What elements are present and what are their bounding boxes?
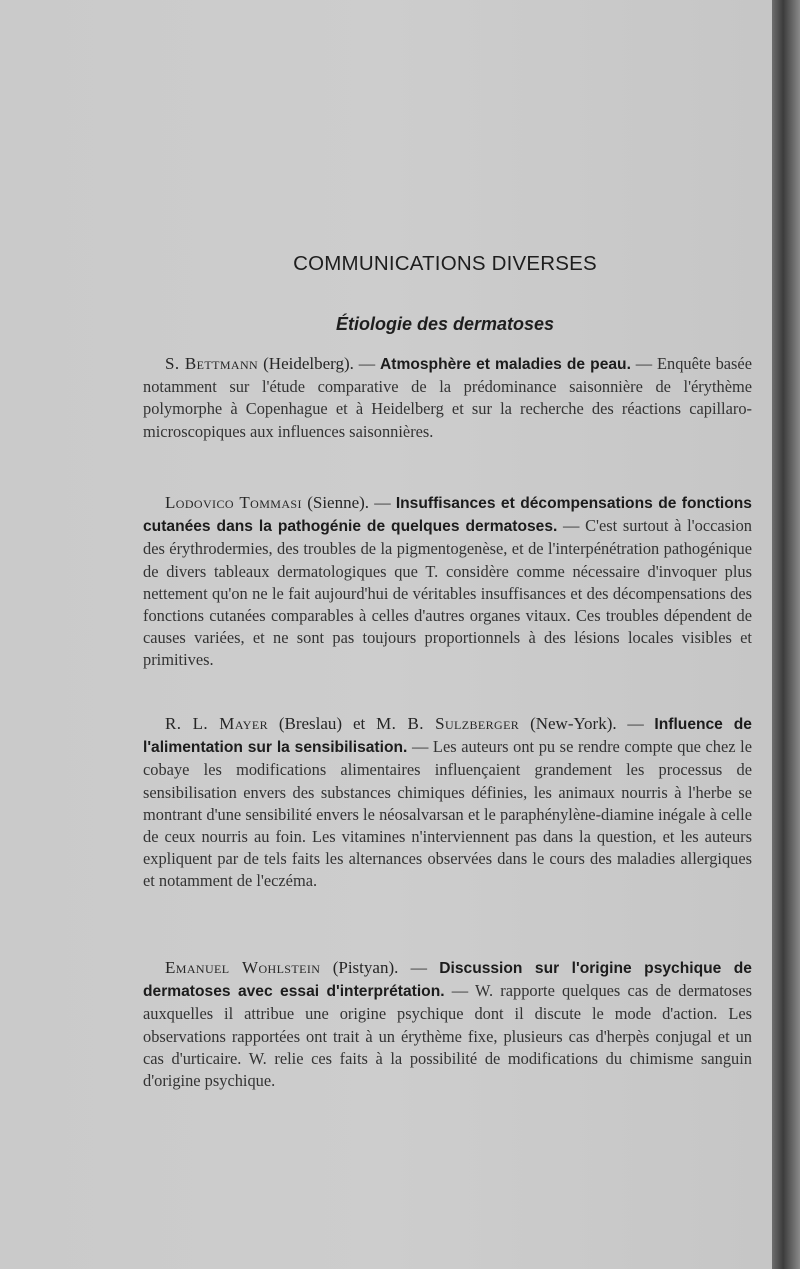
author-city: (New-York). bbox=[530, 714, 617, 733]
communication-entry-mayer-sulzberger bbox=[143, 713, 752, 893]
communication-body: — W. rapporte quelques cas de dermatoses auxquelles il attribue une origine psychique dont il discute le mode d'action. Les observations rapportées ont trait à un érythème fixe, plusieurs cas d'herpès conjugal et un cas d'urticaire. W. relie ces faits à la possibilité de modifications du chimisme sanguin d'origine psychique. bbox=[143, 981, 752, 1091]
communication-entry-wohlstein bbox=[143, 957, 752, 1092]
section-subtitle: Étiologie des dermatoses bbox=[335, 314, 555, 334]
communication-heading: Influence de l'alimentation sur la sensibilisation. bbox=[143, 716, 752, 757]
author-connector: et bbox=[352, 714, 366, 733]
author-city: (Pistyan). bbox=[332, 958, 399, 977]
author-name: M. B. Sulzberger bbox=[376, 714, 520, 733]
dash: — bbox=[374, 493, 391, 512]
book-spine-shadow bbox=[772, 0, 800, 1269]
author-city: (Heidelberg). bbox=[263, 354, 354, 373]
communication-body: — Enquête basée notamment sur l'étude comparative de la prédominance saisonnière de l'érythème polymorphe à Copenhague et à Heidelberg et sur la recherche des réactions capillaro-microscopiques aux influences saisonnières. bbox=[143, 354, 752, 441]
dash: — bbox=[410, 958, 427, 977]
communication-body: — C'est surtout à l'occasion des érythrodermies, des troubles de la pigmentogenèse, et de l'interpénétration pathogénique de divers tableaux dermatologiques que T. considère comme nécessaire d'invoquer plus nettement qu'on ne le fait aujourd'hui de véritables insuffisances et des décompensations des fonctions cutanées comparables à celles d'autres organes vitaux. Ces troubles dépendent de causes variées, et ne sont pas toujours proportionnels à des lésions locales visibles et primitives. bbox=[143, 516, 752, 670]
communication-heading: Atmosphère et maladies de peau. bbox=[380, 356, 631, 373]
communication-heading: Insuffisances et décompensations de fonctions cutanées dans la pathogénie de quelques dermatoses. bbox=[143, 495, 752, 536]
author-name: R. L. Mayer bbox=[165, 714, 268, 733]
communication-entry-bettmann bbox=[143, 353, 752, 443]
dash: — bbox=[627, 714, 644, 733]
page-title: COMMUNICATIONS DIVERSES bbox=[293, 252, 597, 275]
communication-body: — Les auteurs ont pu se rendre compte que chez le cobaye les modifications alimentaires influençaient grandement les processus de sensibilisation envers des substances chimiques définies, les animaux nourris à l'herbe se montrant d'une sensibilité envers le néosalvarsan et le paraphénylène-diamine inégale à celle de ceux nourris au foin. Les vitamines n'interviennent pas dans la question, et les auteurs expliquent par de tels faits les alternances observées dans le cours des maladies allergiques et notamment de l'eczéma. bbox=[143, 737, 752, 891]
author-city: (Sienne). bbox=[307, 493, 370, 512]
dash: — bbox=[358, 354, 376, 373]
author-name: Emanuel Wohlstein bbox=[165, 958, 321, 977]
author-city: (Breslau) bbox=[278, 714, 343, 733]
communication-entry-tommasi bbox=[143, 492, 752, 672]
author-name: S. Bettmann bbox=[165, 354, 259, 373]
author-name: Lodovico Tommasi bbox=[165, 493, 302, 512]
communication-heading: Discussion sur l'origine psychique de dermatoses avec essai d'interprétation. bbox=[143, 960, 752, 1001]
